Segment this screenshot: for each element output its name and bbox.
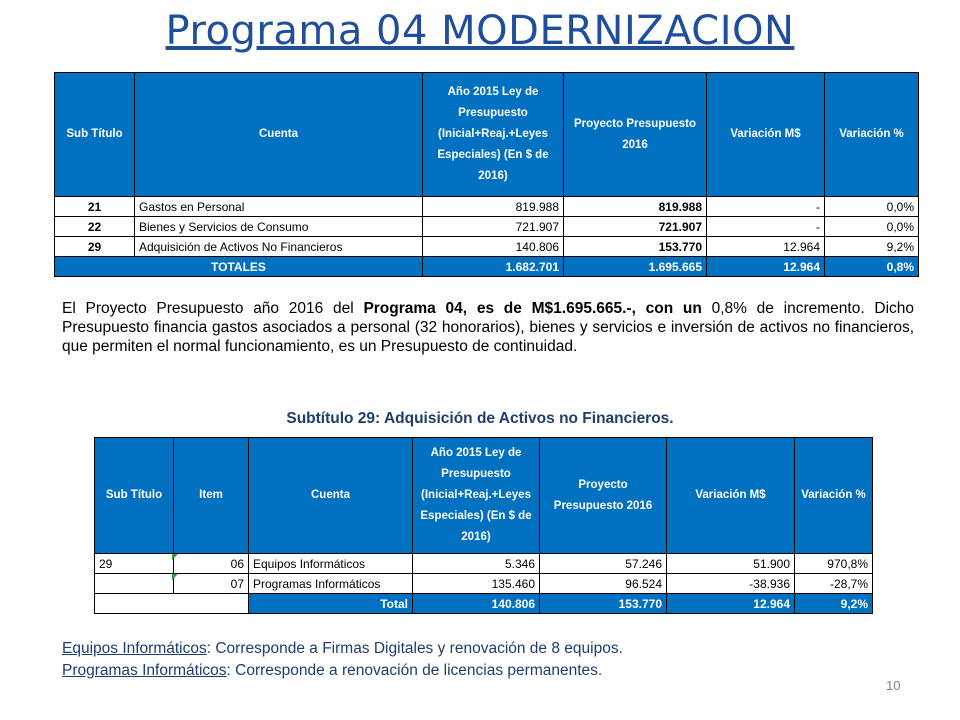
cell: 07	[174, 574, 249, 594]
subtitle29-table	[94, 437, 873, 614]
cell: 0,0%	[825, 217, 919, 237]
cell-comment-marker-icon	[172, 554, 178, 560]
total-label: Total	[249, 594, 413, 614]
cell: Gastos en Personal	[135, 197, 423, 217]
cell: -	[707, 197, 825, 217]
cell: 96.524	[540, 574, 667, 594]
paragraph-text: El Proyecto Presupuesto año 2016 del	[62, 300, 364, 317]
total-cell: 12.964	[707, 257, 825, 277]
budget-table	[54, 72, 919, 277]
cell: 819.988	[423, 197, 564, 217]
cell: 22	[55, 217, 135, 237]
cell: 721.907	[564, 217, 707, 237]
total-row	[95, 594, 873, 614]
cell	[95, 574, 174, 594]
total-cell: 1.695.665	[564, 257, 707, 277]
header-ley-presupuesto: Año 2015 Ley de Presupuesto (Inicial+Reaj.+Leyes Especiales) (En $ de 2016)	[423, 73, 564, 197]
total-cell: 9,2%	[795, 594, 873, 614]
total-label: TOTALES	[55, 257, 423, 277]
cell: 970,8%	[795, 554, 873, 574]
header-cuenta: Cuenta	[249, 438, 413, 554]
footnote-text: : Corresponde a Firmas Digitales y renovación de 8 equipos.	[206, 640, 623, 657]
total-row	[55, 257, 919, 277]
table-row	[55, 237, 919, 257]
cell	[174, 594, 249, 614]
header-item: Item	[174, 438, 249, 554]
cell: 57.246	[540, 554, 667, 574]
cell: 153.770	[564, 237, 707, 257]
footnote-programas	[62, 662, 602, 680]
cell-comment-marker-icon	[172, 574, 178, 580]
page-number: 10	[886, 678, 901, 693]
page-title: Programa 04 MODERNIZACION	[165, 8, 795, 54]
footnote-equipos	[62, 640, 623, 658]
paragraph-text: de incremento. Dicho Presupuesto financia gastos asociados a personal (32 honorarios), bienes y servicios e inversión de activos no financieros, que permiten el normal funcionamiento, es un Presupuesto de continuidad.	[62, 300, 914, 355]
paragraph-bold: Programa 04, es de M$1.695.665.-, con un	[363, 300, 712, 317]
cell: 21	[55, 197, 135, 217]
footnote-text: : Corresponde a renovación de licencias permanentes.	[226, 662, 603, 679]
cell: Adquisición de Activos No Financieros	[135, 237, 423, 257]
cell: 06	[174, 554, 249, 574]
cell: -	[707, 217, 825, 237]
section-subtitle: Subtítulo 29: Adquisición de Activos no Financieros.	[286, 410, 674, 427]
header-cuenta: Cuenta	[135, 73, 423, 197]
cell: 140.806	[423, 237, 564, 257]
header-proyecto: Proyecto Presupuesto 2016	[540, 438, 667, 554]
table-header-row	[95, 438, 873, 554]
cell: 819.988	[564, 197, 707, 217]
summary-paragraph	[62, 299, 914, 356]
total-cell: 12.964	[667, 594, 795, 614]
cell: 135.460	[413, 574, 540, 594]
header-sub-titulo: Sub Título	[95, 438, 174, 554]
cell: -38.936	[667, 574, 795, 594]
cell: Equipos Informáticos	[249, 554, 413, 574]
table-row	[95, 574, 873, 594]
table-header-row	[55, 73, 919, 197]
cell: 0,0%	[825, 197, 919, 217]
table-row	[95, 554, 873, 574]
cell: 5.346	[413, 554, 540, 574]
paragraph-pct: 0,8%	[711, 300, 747, 317]
cell: 51.900	[667, 554, 795, 574]
header-variacion-m: Variación M$	[707, 73, 825, 197]
cell: 29	[55, 237, 135, 257]
header-variacion-pct: Variación %	[825, 73, 919, 197]
table-row	[55, 217, 919, 237]
cell: Bienes y Servicios de Consumo	[135, 217, 423, 237]
footnote-term: Programas Informáticos	[62, 662, 227, 679]
cell	[95, 594, 174, 614]
total-cell: 0,8%	[825, 257, 919, 277]
total-cell: 153.770	[540, 594, 667, 614]
footnote-term: Equipos Informáticos	[62, 640, 207, 657]
header-ley-presupuesto: Año 2015 Ley de Presupuesto (Inicial+Reaj.+Leyes Especiales) (En $ de 2016)	[413, 438, 540, 554]
table-row	[55, 197, 919, 217]
header-variacion-m: Variación M$	[667, 438, 795, 554]
header-sub-titulo: Sub Título	[55, 73, 135, 197]
header-proyecto: Proyecto Presupuesto 2016	[564, 73, 707, 197]
cell: 721.907	[423, 217, 564, 237]
total-cell: 1.682.701	[423, 257, 564, 277]
cell: 29	[95, 554, 174, 574]
total-cell: 140.806	[413, 594, 540, 614]
cell: 12.964	[707, 237, 825, 257]
cell: Programas Informáticos	[249, 574, 413, 594]
cell: -28,7%	[795, 574, 873, 594]
cell: 9,2%	[825, 237, 919, 257]
header-variacion-pct: Variación %	[795, 438, 873, 554]
